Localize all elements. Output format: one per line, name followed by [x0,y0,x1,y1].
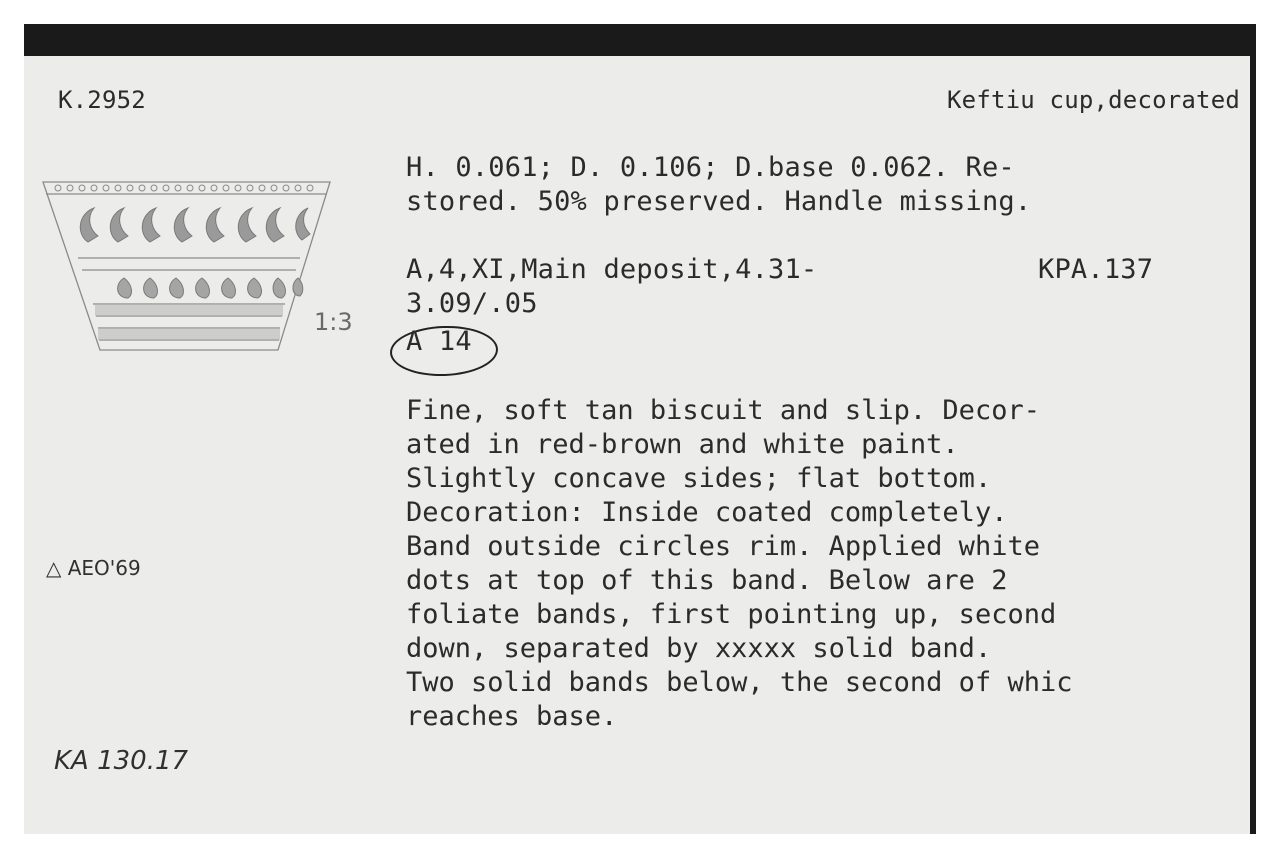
scale-note: 1:3 [314,308,353,336]
kpa-number: KPA.137 [1038,254,1154,285]
measurements-line-2: stored. 50% preserved. Handle missing. [406,186,1032,217]
description-line: Fine, soft tan biscuit and slip. Decor- [406,395,1040,426]
context-line-1: A,4,XI,Main deposit,4.31- [406,254,818,285]
description-line: Two solid bands below, the second of whic [406,667,1073,698]
description-line: dots at top of this band. Below are 2 [406,565,1008,596]
object-title: Keftiu cup,decorated [947,86,1240,114]
description-line: foliate bands, first pointing up, second [406,599,1057,630]
description-line: down, separated by xxxxx solid band. [406,633,992,664]
circled-reference: A 14 [406,326,472,357]
measurements-line-1: H. 0.061; D. 0.106; D.base 0.062. Re- [406,152,1015,183]
scan-top-border [24,24,1256,56]
handwritten-aeo-note: △ AEO'69 [46,556,141,580]
catalog-number: K.2952 [58,86,146,114]
description-line: Decoration: Inside coated completely. [406,497,1008,528]
scan-right-border [1250,24,1256,834]
handwritten-ka-number: KA 130.17 [54,746,189,776]
context-line-2: 3.09/.05 [406,288,538,319]
index-card [24,56,1250,834]
description-line: ated in red-brown and white paint. [406,429,959,460]
description-block [406,394,1072,734]
description-line: Slightly concave sides; flat bottom. [406,463,992,494]
description-line: Band outside circles rim. Applied white [406,531,1040,562]
description-line: reaches base. [406,701,618,732]
cup-sketch [38,174,338,354]
